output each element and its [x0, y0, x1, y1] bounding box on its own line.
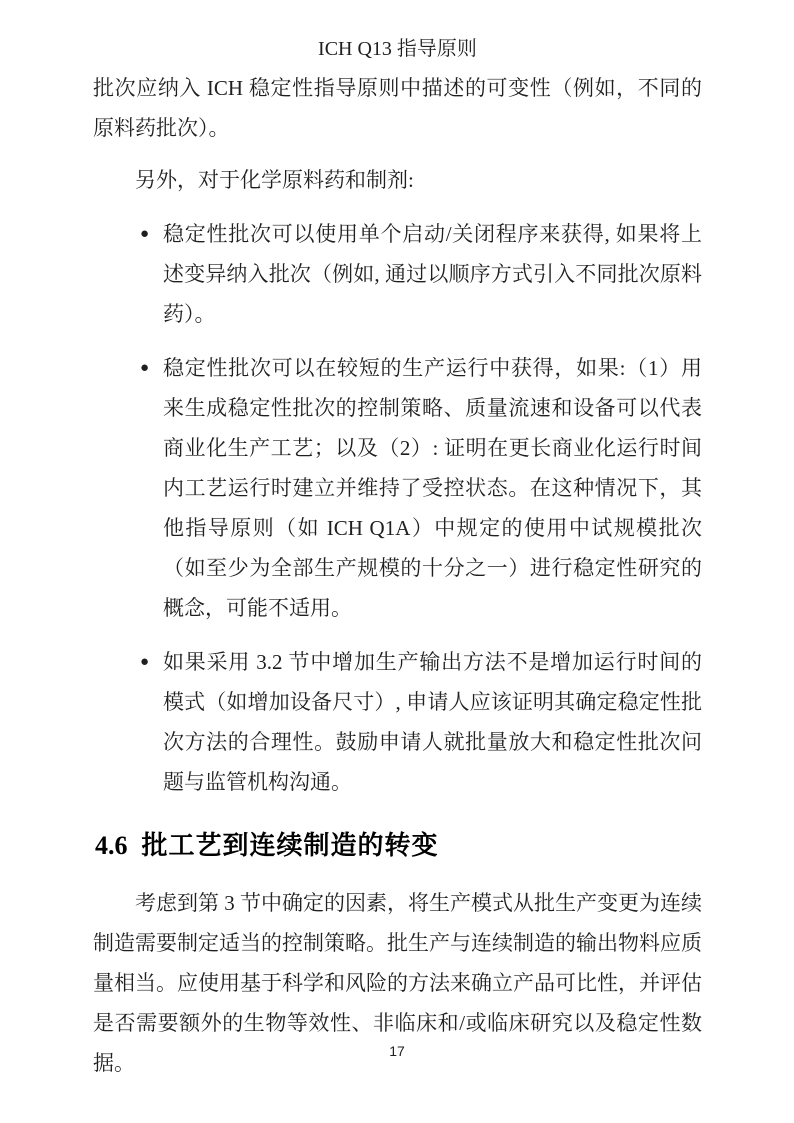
- page-content: [93, 36, 702, 1083]
- bullet-icon: ●: [140, 226, 150, 242]
- paragraph-continuation: 批次应纳入 ICH 稳定性指导原则中描述的可变性（例如，不同的原料药批次）。: [93, 76, 702, 140]
- bullet-icon: ●: [140, 360, 150, 376]
- section-number: 4.6: [95, 831, 128, 860]
- list-item: [93, 348, 702, 628]
- list-item-text: 稳定性批次可以在较短的生产运行中获得，如果:（1）用来生成稳定性批次的控制策略、质量流速和设备可以代表商业化生产工艺；以及（2）: 证明在更长商业化运行时间内工艺运行时建立并维持了受控状态。在这种情况下，其他指导原则（如 ICH Q1A）中规定的使用中试规模批次（如至少为全部生产规模的十分之一）进行稳定性研究的概念，可能不适用。: [163, 356, 702, 620]
- bullet-icon: ●: [140, 654, 150, 670]
- running-header: ICH Q13 指导原则: [318, 38, 477, 60]
- list-item: [93, 214, 702, 334]
- paragraph-lead-in: 另外，对于化学原料药和制剂:: [135, 168, 414, 192]
- section-title: 批工艺到连续制造的转变: [141, 830, 439, 860]
- page-number: 17: [389, 1043, 405, 1059]
- list-item: [93, 642, 702, 802]
- list-item-text: 稳定性批次可以使用单个启动/关闭程序来获得, 如果将上述变异纳入批次（例如, 通过以顺序方式引入不同批次原料药）。: [163, 222, 702, 326]
- list-item-text: 如果采用 3.2 节中增加生产输出方法不是增加运行时间的模式（如增加设备尺寸）, 申请人应该证明其确定稳定性批次方法的合理性。鼓励申请人就批量放大和稳定性批次问题与监管机构沟通。: [163, 650, 702, 794]
- section-heading: [95, 828, 702, 863]
- paragraph-section-body: 考虑到第 3 节中确定的因素，将生产模式从批生产变更为连续制造需要制定适当的控制策略。批生产与连续制造的输出物料应质量相当。应使用基于科学和风险的方法来确立产品可比性，并评估是否需要额外的生物等效性、非临床和/或临床研究以及稳定性数据。: [93, 891, 702, 1075]
- bullet-list: [93, 214, 702, 802]
